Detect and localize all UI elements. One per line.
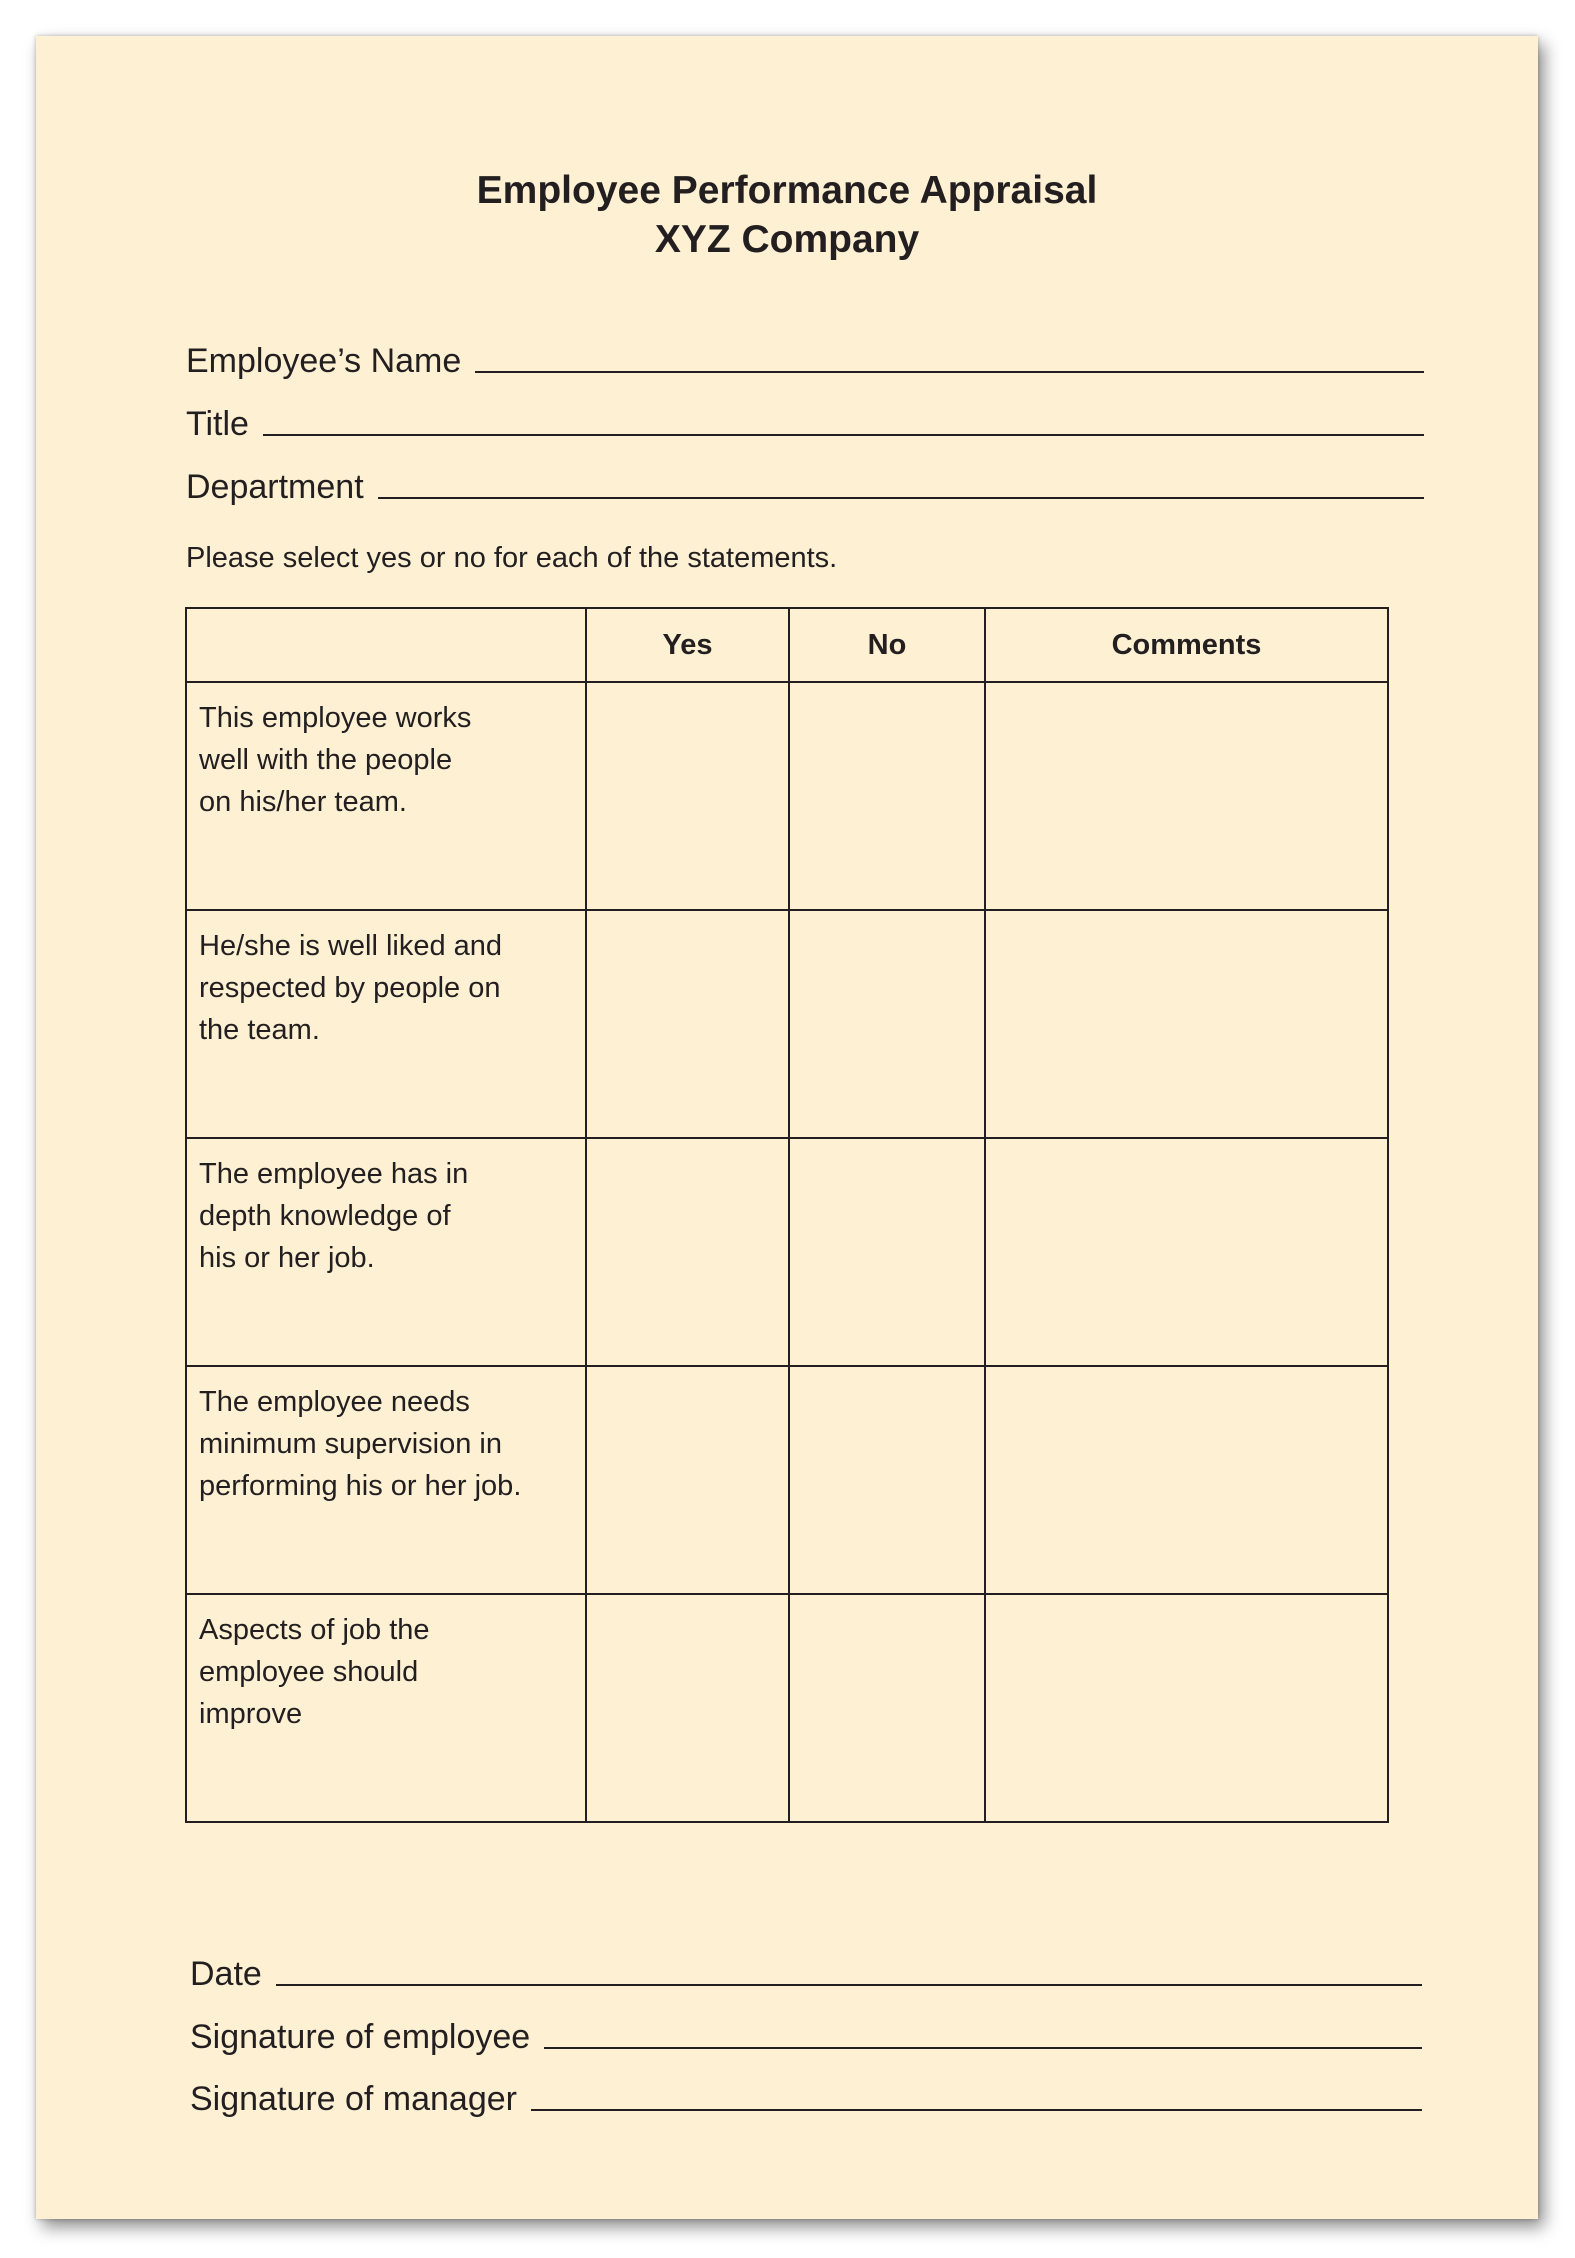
company-name: XYZ Company: [654, 218, 920, 261]
table-row: [186, 910, 1388, 1138]
statement-text: He/she is well liked and respected by people on the team.: [199, 930, 503, 1046]
statement-cell: [186, 1138, 586, 1366]
statement-cell: [186, 910, 586, 1138]
yes-cell[interactable]: [586, 910, 789, 1138]
statement-text: Aspects of job the employee should improve: [199, 1614, 430, 1730]
title-blank[interactable]: [263, 404, 1424, 436]
column-header-no: No: [789, 608, 985, 682]
statement-cell: [186, 1366, 586, 1594]
department-label: Department: [186, 468, 364, 506]
date-field[interactable]: [190, 1954, 1422, 1994]
manager-signature-label: Signature of manager: [190, 2080, 517, 2118]
appraisal-table: [185, 607, 1389, 1823]
title-field[interactable]: [186, 404, 1424, 444]
statement-text: This employee works well with the people on his/her team.: [199, 702, 472, 818]
column-header-comments: Comments: [985, 608, 1388, 682]
employee-name-field[interactable]: [186, 341, 1424, 381]
yes-cell[interactable]: [586, 1366, 789, 1594]
column-header-statement: [186, 608, 586, 682]
statement-cell: [186, 682, 586, 910]
form-title: Employee Performance Appraisal: [476, 169, 1098, 212]
no-cell[interactable]: [789, 682, 985, 910]
yes-cell[interactable]: [586, 1594, 789, 1822]
date-label: Date: [190, 1955, 262, 1993]
table-row: [186, 682, 1388, 910]
comments-cell[interactable]: [985, 1366, 1388, 1594]
title-label: Title: [186, 405, 249, 443]
table-header-row: [186, 608, 1388, 682]
comments-cell[interactable]: [985, 1594, 1388, 1822]
statement-cell: [186, 1594, 586, 1822]
no-cell[interactable]: [789, 1366, 985, 1594]
employee-name-label: Employee’s Name: [186, 342, 462, 380]
statement-text: The employee needs minimum supervision in performing his or her job.: [199, 1386, 522, 1502]
date-blank[interactable]: [276, 1954, 1422, 1986]
no-cell[interactable]: [789, 1594, 985, 1822]
table-row: [186, 1594, 1388, 1822]
no-cell[interactable]: [789, 910, 985, 1138]
employee-name-blank[interactable]: [475, 341, 1424, 373]
manager-signature-field[interactable]: [190, 2079, 1422, 2119]
yes-cell[interactable]: [586, 1138, 789, 1366]
department-blank[interactable]: [378, 467, 1424, 499]
department-field[interactable]: [186, 467, 1424, 507]
instructions-text: Please select yes or no for each of the statements.: [186, 542, 838, 574]
table-row: [186, 1366, 1388, 1594]
no-cell[interactable]: [789, 1138, 985, 1366]
employee-signature-label: Signature of employee: [190, 2018, 531, 2056]
employee-signature-field[interactable]: [190, 2017, 1422, 2057]
comments-cell[interactable]: [985, 910, 1388, 1138]
manager-signature-blank[interactable]: [531, 2079, 1422, 2111]
employee-signature-blank[interactable]: [544, 2017, 1422, 2049]
comments-cell[interactable]: [985, 1138, 1388, 1366]
statement-text: The employee has in depth knowledge of his or her job.: [199, 1158, 469, 1274]
yes-cell[interactable]: [586, 682, 789, 910]
appraisal-form-sheet: [36, 36, 1538, 2219]
comments-cell[interactable]: [985, 682, 1388, 910]
column-header-yes: Yes: [586, 608, 789, 682]
table-row: [186, 1138, 1388, 1366]
